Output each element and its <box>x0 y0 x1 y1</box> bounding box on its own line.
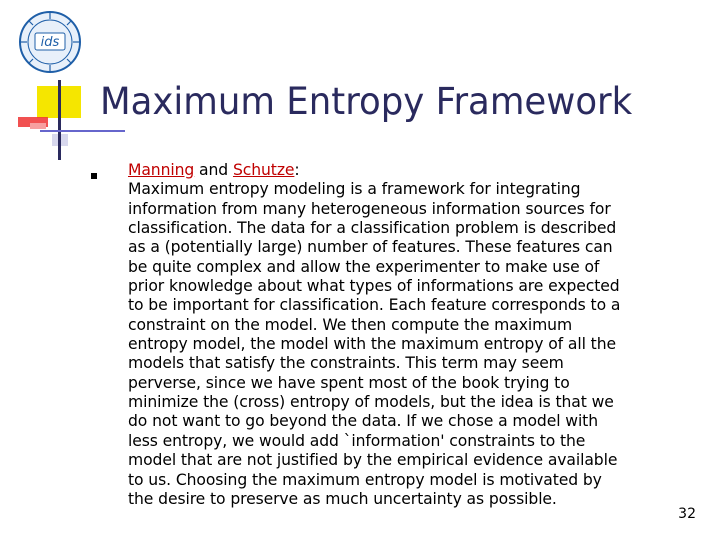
author-link-schutze[interactable]: Schutze <box>232 161 295 179</box>
bullet-marker <box>91 173 97 179</box>
page-number: 32 <box>678 506 696 522</box>
seal-center-text: ids <box>40 35 60 50</box>
and-text: and <box>194 161 233 179</box>
colon-text: : <box>294 161 300 179</box>
bullet-content <box>128 161 698 509</box>
bullet-text <box>128 161 698 509</box>
slide-title: Maximum Entropy Framework <box>100 80 633 123</box>
author-link-manning[interactable]: Manning <box>128 161 195 179</box>
body-text: Maximum entropy modeling is a framework for integrating information from many heterogeneous information sources for classification. The data for a classification problem is described as a (potentially large) number of features. These features can be quite complex and allow the experimenter to make use of prior knowledge about what types of informations are expected to be important for classification. Each feature corresponds to a constraint on the model. We then compute the maximum entropy model, the model with the maximum entropy of all the models that satisfy the constraints. This term may seem perverse, since we have spent most of the book trying to minimize the (cross) entropy of models, but the idea is that we do not want to go beyond the data. If we chose a model with less entropy, we would add `information' constraints to the model that are not justified by the empirical evidence available to us. Choosing the maximum entropy model is motivated by the desire to preserve as much uncertainty as possible. <box>128 180 621 508</box>
